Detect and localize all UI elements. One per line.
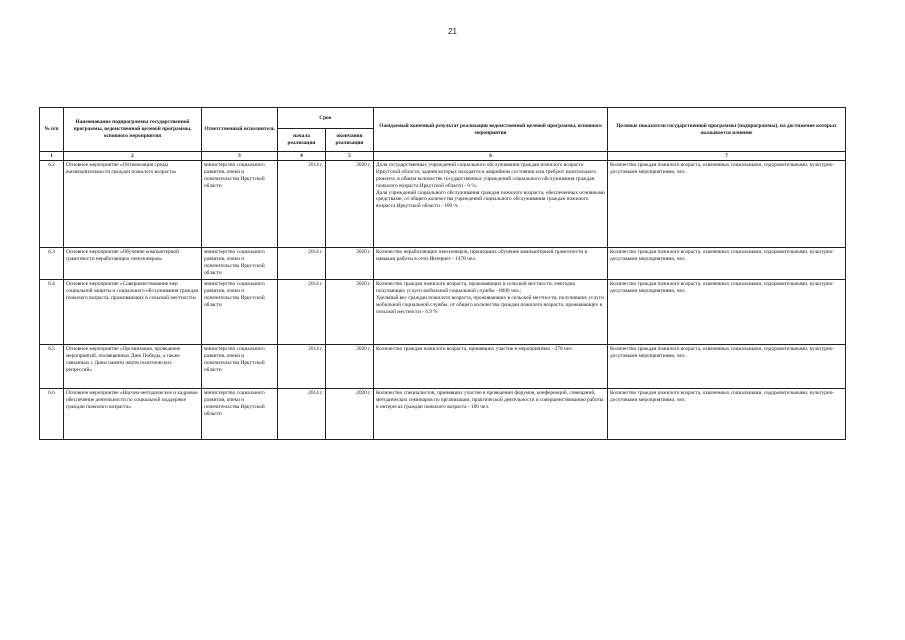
row-result-line: Доля учреждений социального обслуживания граждан пожилого возраста, обеспеченных основными средствами, от общего количества учреждений социального обслуживания граждан пожилого возраста Иркутской области - 100 % xyxy=(376,189,605,210)
column-number: 1 xyxy=(40,152,64,161)
table-row xyxy=(40,248,846,280)
row-executor: министерство социального развития, опеки и попечительства Иркутской области xyxy=(202,161,278,248)
header-row xyxy=(40,108,846,129)
row-result xyxy=(374,389,608,440)
row-end: 2020 г. xyxy=(326,161,374,248)
header-term-end: окончания реализации xyxy=(326,129,374,152)
header-num: № п/п xyxy=(40,108,64,152)
row-number: 6.6 xyxy=(40,389,64,440)
row-result-line: Количество специалистов, принявших участие в проведении форумов, конференций, совещаний, методических семинаров по организации, практической деятельности и совершенствованию работы в интересах граждан пожилого возраста - 100 чел. xyxy=(376,390,604,410)
row-name: Основное мероприятие «Оптимизация среды жизнедеятельности граждан пожилого возраста» xyxy=(64,161,202,248)
row-number: 6.4 xyxy=(40,280,64,345)
column-number: 6 xyxy=(374,152,608,161)
row-start: 2014 г. xyxy=(278,389,326,440)
column-number: 3 xyxy=(202,152,278,161)
header-term-start: начала реализации xyxy=(278,129,326,152)
header-name: Наименование подпрограммы государственной программы, ведомственной целевой программы, основного мероприятия xyxy=(64,108,202,152)
row-name: Основное мероприятие «Организация, проведение мероприятий, посвященных Дню Победы, а также связанных с Днем памяти жертв политических репрессий» xyxy=(64,345,202,389)
row-indicators: Количество граждан пожилого возраста, охваченных социальными, оздоровительными, культурно-досуговыми мероприятиями, чел. xyxy=(608,389,846,440)
row-name: Основное мероприятие «Обучение компьютерной грамотности неработающих пенсионеров» xyxy=(64,248,202,280)
column-number: 4 xyxy=(278,152,326,161)
table-row xyxy=(40,389,846,440)
row-start: 2014 г. xyxy=(278,248,326,280)
row-end: 2020 г. xyxy=(326,345,374,389)
row-indicators: Количество граждан пожилого возраста, охваченных социальными, оздоровительными, культурно-досуговыми мероприятиями, чел. xyxy=(608,248,846,280)
row-start: 2014 г. xyxy=(278,345,326,389)
table-row xyxy=(40,280,846,345)
column-number-row xyxy=(40,152,846,161)
row-result xyxy=(374,161,608,248)
row-result-line: Количество граждан пожилого возраста, проживающих в сельской местности, ежегодно получающих услуги мобильной социальной службы - 8000 чел.; xyxy=(376,281,576,294)
program-table xyxy=(39,107,846,440)
row-result xyxy=(374,280,608,345)
row-indicators: Количество граждан пожилого возраста, охваченных социальными, оздоровительными, культурно-досуговыми мероприятиями, чел. xyxy=(608,161,846,248)
row-result xyxy=(374,345,608,389)
row-result-line: Удельный вес граждан пожилого возраста, проживающих в сельской местности, получивших услуги мобильной социальной службы, от общего количества граждан пожилого возраста, проживающих в сельской местности - 6.9 % xyxy=(376,294,604,315)
page-number: 21 xyxy=(448,27,457,36)
row-executor: министерство социального развития, опеки и попечительства Иркутской области xyxy=(202,345,278,389)
row-indicators: Количество граждан пожилого возраста, охваченных социальными, оздоровительными, культурно-досуговыми мероприятиями, чел. xyxy=(608,345,846,389)
row-result-line: Количество неработающих пенсионеров, прошедших обучение компьютерной грамотности и навыкам работы в сети Интернет - 1478 чел. xyxy=(376,249,588,262)
row-number: 6.5 xyxy=(40,345,64,389)
row-start: 2014 г. xyxy=(278,280,326,345)
column-number: 7 xyxy=(608,152,846,161)
header-executor: Ответственный исполнитель xyxy=(202,108,278,152)
row-end: 2020 г. xyxy=(326,248,374,280)
row-end: 2020 г. xyxy=(326,280,374,345)
table-row xyxy=(40,161,846,248)
column-number: 2 xyxy=(64,152,202,161)
row-end: 2020 г. xyxy=(326,389,374,440)
row-result-line: Доля государственных учреждений социального обслуживания граждан пожилого возраста Иркутской области, здания которых находятся в аварийном состоянии или требуют капитального ремонта, в общем количестве государственных учреждений социального обслуживания граждан пожилого возраста Иркутской области - 0 %. xyxy=(376,162,597,189)
row-executor: министерство социального развития, опеки и попечительства Иркутской области xyxy=(202,280,278,345)
row-result xyxy=(374,248,608,280)
header-result: Ожидаемый конечный результат реализации ведомственной целевой программы, основного мероприятия xyxy=(374,108,608,152)
table-row xyxy=(40,345,846,389)
row-executor: министерство социального развития, опеки и попечительства Иркутской области xyxy=(202,389,278,440)
row-result-line: Количество граждан пожилого возраста, принявших участие в мероприятиях - 278 чел. xyxy=(376,346,574,352)
row-name: Основное мероприятие «Совершенствование мер социальной защиты и социального обслуживания граждан пожилого возраста, проживающих в сельской местности» xyxy=(64,280,202,345)
header-indicators: Целевые показатели государственной программы (подпрограммы), на достижение которых оказывается влияние xyxy=(608,108,846,152)
row-indicators: Количество граждан пожилого возраста, охваченных социальными, оздоровительными, культурно-досуговыми мероприятиями, чел. xyxy=(608,280,846,345)
row-name: Основное мероприятие «Научно-методическое и кадровое обеспечение деятельности по социальной поддержке граждан пожилого возраста» xyxy=(64,389,202,440)
row-number: 6.2 xyxy=(40,161,64,248)
header-term: Срок xyxy=(278,108,374,129)
column-number: 5 xyxy=(326,152,374,161)
row-start: 2014 г. xyxy=(278,161,326,248)
row-number: 6.3 xyxy=(40,248,64,280)
row-executor: министерство социального развития, опеки и попечительства Иркутской области xyxy=(202,248,278,280)
